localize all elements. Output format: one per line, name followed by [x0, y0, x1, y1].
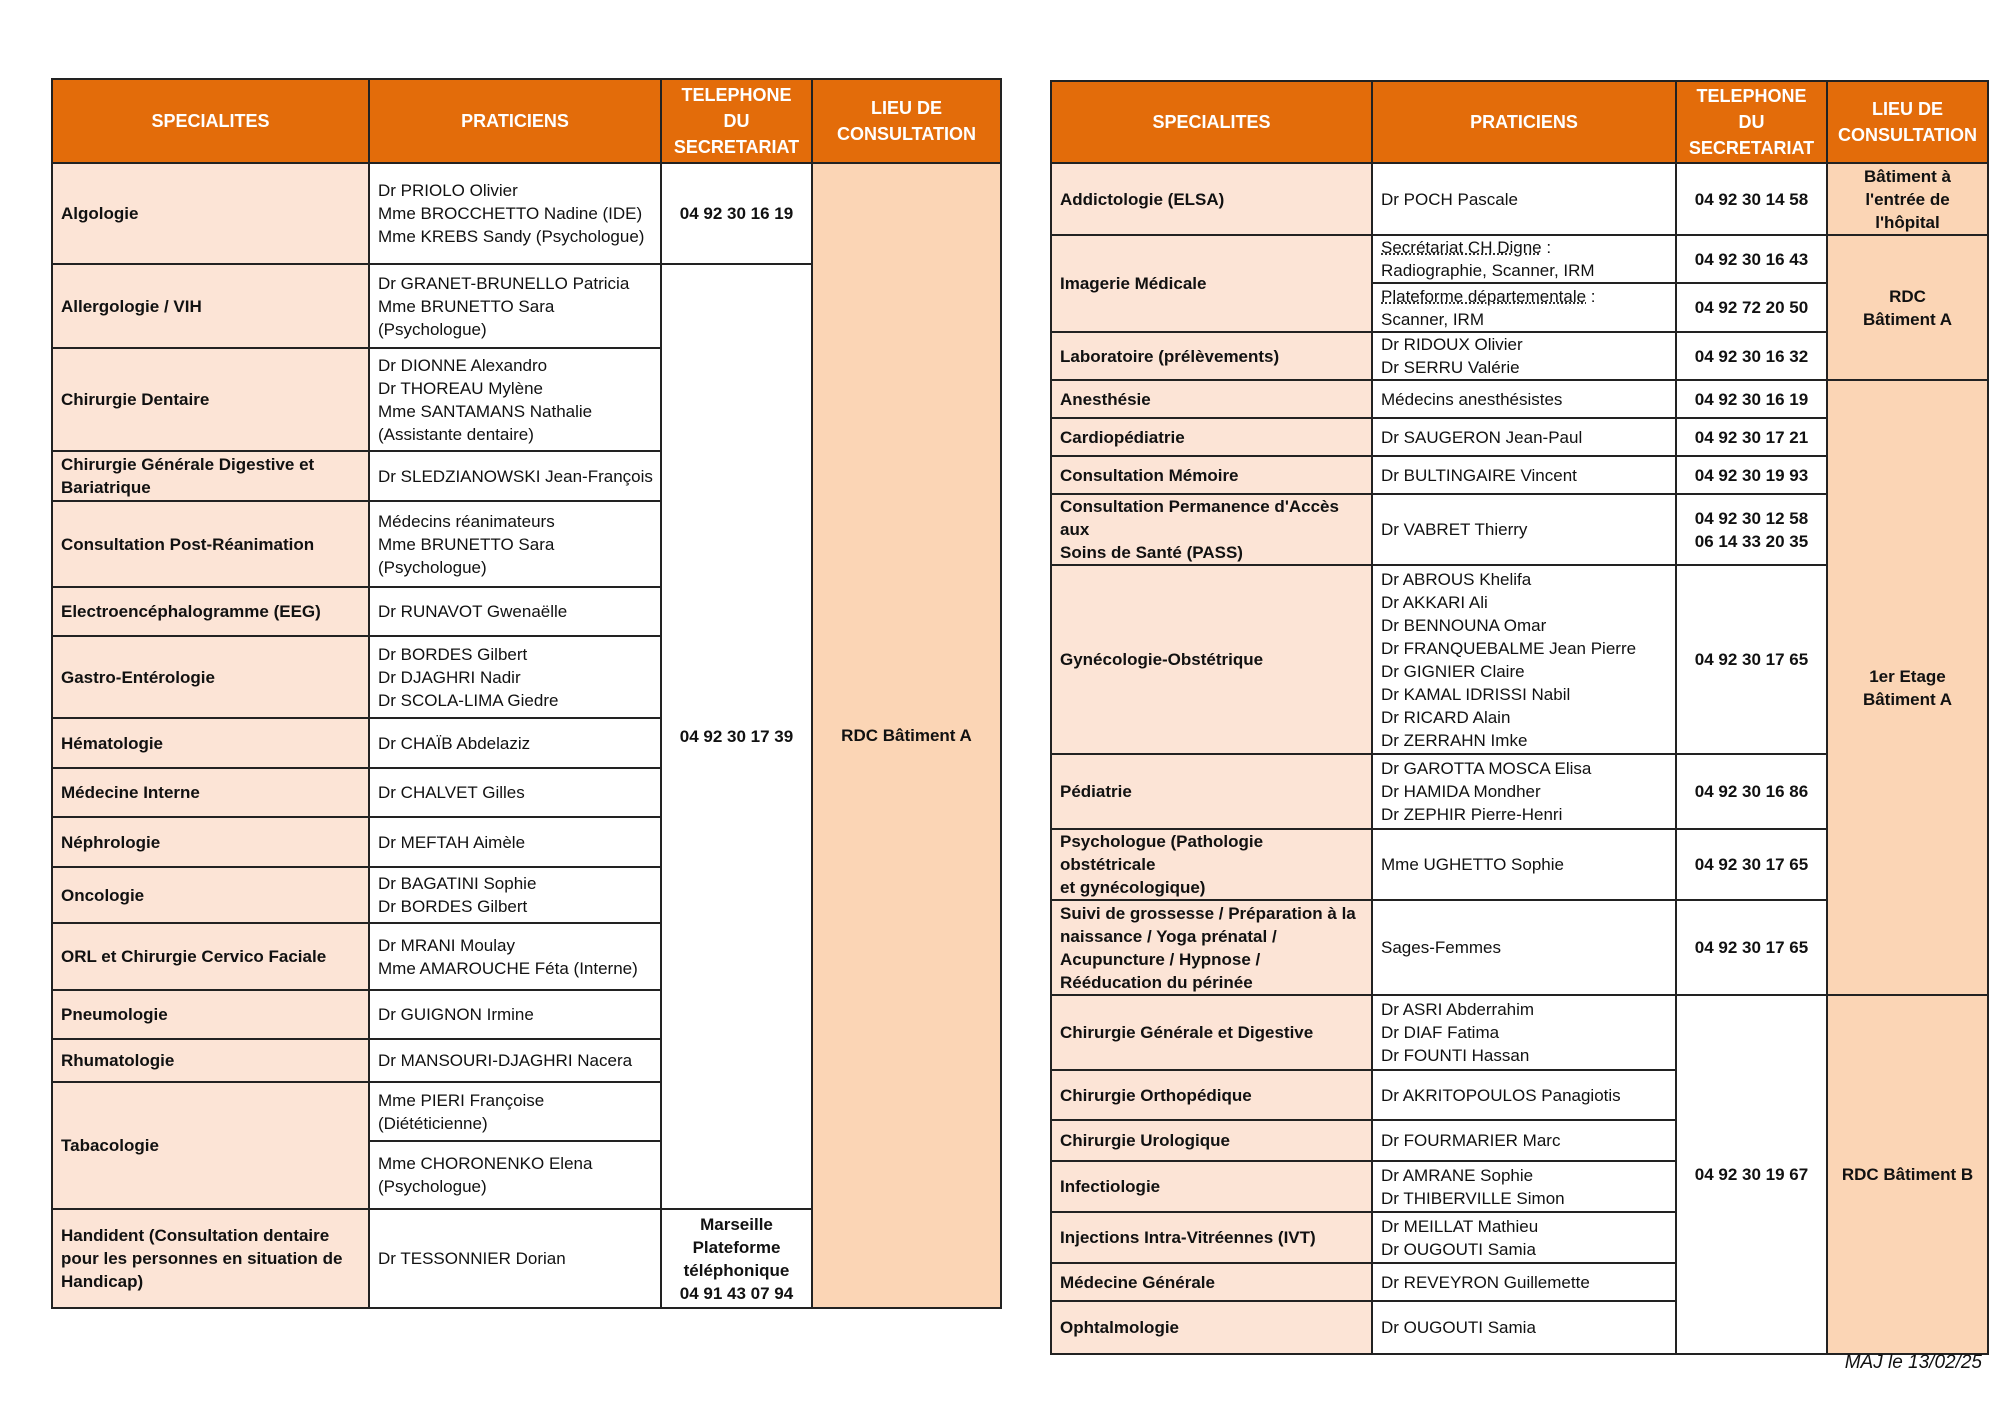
practitioner-name: Dr MANSOURI-DJAGHRI Nacera: [378, 1051, 633, 1070]
specialty-cell: [52, 1082, 369, 1209]
phone-cell: [661, 163, 812, 264]
specialty-name: Psychologue (Pathologie obstétricale: [1060, 832, 1264, 874]
phone-cell: [1676, 494, 1827, 565]
practitioners-cell: [1372, 283, 1676, 332]
practitioner-name: Dr BULTINGAIRE Vincent: [1381, 465, 1577, 485]
specialty-cell: [1051, 900, 1372, 995]
specialty-name: Addictologie (ELSA): [1060, 189, 1225, 209]
practitioners-cell: [369, 1082, 661, 1141]
secretariat-label-underlined: Secrétariat CH Digne: [1381, 238, 1542, 257]
specialty-cell: [1051, 829, 1372, 900]
specialty-cell: [52, 867, 369, 923]
phone-cell: [661, 264, 812, 1209]
specialty-name: Acupuncture / Hypnose /: [1060, 949, 1261, 969]
right-specialties-table: [1050, 80, 1989, 1355]
practitioner-name: Dr BORDES Gilbert: [378, 644, 528, 664]
location-name: Bâtiment A: [1862, 689, 1953, 709]
practitioners-cell: [1372, 235, 1676, 283]
location-cell: [812, 163, 1001, 1308]
practitioner-name: Dr GIGNIER Claire: [1381, 661, 1525, 681]
practitioners-cell: [369, 1141, 661, 1209]
phone-number: 04 92 30 12 58: [1694, 508, 1809, 528]
location-name: 1er Etage: [1869, 666, 1946, 686]
phone-number: 04 92 30 16 19: [1694, 389, 1809, 409]
phone-number: 04 92 30 19 67: [1694, 1165, 1809, 1184]
practitioner-name: Dr HAMIDA Mondher: [1381, 782, 1541, 801]
location-cell: [1827, 163, 1988, 235]
practitioners-cell: [369, 817, 661, 867]
specialty-name: Bariatrique: [61, 478, 151, 497]
practitioners-cell: [1372, 829, 1676, 900]
phone-cell: [1676, 900, 1827, 995]
practitioner-name: Dr POCH Pascale: [1381, 189, 1518, 209]
specialty-cell: [1051, 1263, 1372, 1301]
practitioner-name: Dr DIONNE Alexandro: [378, 355, 548, 375]
phone-cell: [1676, 456, 1827, 494]
specialty-name: ORL et Chirurgie Cervico Faciale: [61, 947, 327, 966]
specialty-cell: [1051, 565, 1372, 754]
specialty-name: Pneumologie: [61, 1005, 168, 1024]
practitioners-cell: [369, 163, 661, 264]
practitioner-name: Sages-Femmes: [1381, 938, 1501, 957]
specialty-name: Algologie: [61, 204, 139, 223]
specialty-name: Injections Intra-Vitréennes (IVT): [1060, 1228, 1316, 1247]
phone-number: 04 92 30 19 93: [1694, 465, 1809, 485]
specialty-cell: [1051, 1212, 1372, 1263]
specialty-name: Suivi de grossesse / Préparation à la: [1060, 903, 1356, 923]
specialty-name: Anesthésie: [1060, 389, 1151, 409]
practitioners-cell: [369, 867, 661, 923]
specialty-name: Hématologie: [61, 733, 164, 753]
practitioner-name: Dr PRIOLO Olivier: [378, 181, 518, 200]
practitioners-cell: [1372, 456, 1676, 494]
specialty-name: Infectiologie: [1060, 1177, 1161, 1196]
practitioner-name: Dr ASRI Abderrahim: [1381, 1000, 1535, 1019]
specialty-name: Ophtalmologie: [1060, 1318, 1179, 1337]
practitioner-name: Dr GAROTTA MOSCA Elisa: [1381, 759, 1592, 778]
specialty-name: Gastro-Entérologie: [61, 667, 215, 687]
specialty-name: Pédiatrie: [1060, 782, 1132, 801]
specialty-cell: [1051, 332, 1372, 380]
specialty-cell: [52, 1039, 369, 1082]
specialty-name: Gynécologie-Obstétrique: [1060, 650, 1264, 669]
specialty-cell: [52, 990, 369, 1039]
secretariat-label-colon: :: [1586, 286, 1596, 306]
practitioner-name: Dr AMRANE Sophie: [1381, 1165, 1534, 1185]
practitioners-cell: [369, 636, 661, 718]
phone-number: 04 92 30 17 65: [1694, 938, 1809, 957]
secretariat-label: [1381, 285, 1667, 308]
practitioners-cell: [369, 923, 661, 990]
phone-cell: [661, 1209, 812, 1308]
imaging-services: Scanner, IRM: [1381, 309, 1484, 329]
practitioners-cell: [1372, 995, 1676, 1070]
practitioner-name: Mme BRUNETTO Sara: [378, 534, 555, 554]
practitioner-name: Mme AMAROUCHE Féta (Interne): [378, 958, 638, 978]
phone-cell: [1676, 380, 1827, 418]
specialty-name: Chirurgie Générale et Digestive: [1060, 1023, 1314, 1042]
practitioner-name: Dr MEILLAT Mathieu: [1381, 1216, 1539, 1236]
specialty-cell: [1051, 754, 1372, 829]
specialty-name: Laboratoire (prélèvements): [1060, 346, 1280, 366]
specialty-name: Allergologie / VIH: [61, 296, 202, 316]
location-name: l'entrée de: [1865, 189, 1950, 209]
practitioners-cell: [369, 587, 661, 636]
practitioner-name: Dr REVEYRON Guillemette: [1381, 1272, 1590, 1292]
phone-cell: [1676, 754, 1827, 829]
location-name: RDC Bâtiment A: [841, 726, 972, 745]
practitioner-name: Dr BENNOUNA Omar: [1381, 615, 1547, 635]
header-lieu: LIEU DE CONSULTATION: [1827, 81, 1988, 163]
practitioner-name: Dr BAGATINI Sophie: [378, 874, 537, 893]
practitioners-cell: [1372, 1120, 1676, 1161]
secretariat-label-underlined: Plateforme départementale: [1381, 286, 1587, 306]
practitioner-name: Médecins anesthésistes: [1381, 389, 1563, 409]
phone-number: 04 92 30 16 32: [1694, 346, 1809, 366]
practitioner-name: Médecins réanimateurs: [378, 511, 555, 531]
specialty-name: Consultation Permanence d'Accès aux: [1060, 497, 1339, 539]
phone-number: 04 92 30 16 43: [1694, 249, 1809, 269]
practitioner-name: Dr AKKARI Ali: [1381, 592, 1488, 612]
practitioner-name: Dr DIAF Fatima: [1381, 1023, 1500, 1042]
practitioner-name: Dr OUGOUTI Samia: [1381, 1239, 1536, 1259]
practitioner-name: Mme KREBS Sandy (Psychologue): [378, 227, 645, 246]
practitioner-name: Dr RIDOUX Olivier: [1381, 335, 1523, 354]
practitioner-name: Dr FOUNTI Hassan: [1381, 1046, 1530, 1065]
phone-cell: [1676, 235, 1827, 283]
practitioners-cell: [1372, 1161, 1676, 1212]
specialty-name: Handident (Consultation dentaire: [61, 1226, 330, 1245]
practitioner-name: Dr DJAGHRI Nadir: [378, 667, 521, 687]
practitioner-name: Dr KAMAL IDRISSI Nabil: [1381, 684, 1571, 704]
phone-number: 04 92 30 17 39: [679, 727, 794, 746]
specialty-name: Chirurgie Dentaire: [61, 390, 210, 409]
specialty-cell: [1051, 995, 1372, 1070]
specialty-name: Rééducation du périnée: [1060, 972, 1253, 992]
phone-cell: [1676, 995, 1827, 1354]
practitioners-cell: [1372, 1263, 1676, 1301]
practitioners-cell: [1372, 900, 1676, 995]
practitioners-cell: [1372, 565, 1676, 754]
practitioner-name: Dr ABROUS Khelifa: [1381, 569, 1532, 589]
practitioner-name: Dr AKRITOPOULOS Panagiotis: [1381, 1085, 1621, 1105]
location-name: RDC: [1889, 286, 1926, 306]
practitioners-cell: [1372, 380, 1676, 418]
practitioners-cell: [1372, 418, 1676, 456]
header-praticiens: PRATICIENS: [1372, 81, 1676, 163]
practitioner-name: Dr MEFTAH Aimèle: [378, 832, 526, 852]
specialty-name: Cardiopédiatrie: [1060, 427, 1185, 447]
specialty-name: Chirurgie Générale Digestive et: [61, 455, 315, 474]
practitioner-name: Dr ZERRAHN Imke: [1381, 730, 1528, 750]
practitioner-name: Dr BORDES Gilbert: [378, 897, 528, 916]
location-name: RDC Bâtiment B: [1841, 1165, 1974, 1184]
practitioner-name: (Psychologue): [378, 1177, 487, 1196]
practitioner-name: Dr SAUGERON Jean-Paul: [1381, 427, 1583, 447]
specialty-cell: [52, 264, 369, 348]
practitioner-name: Dr CHALVET Gilles: [378, 783, 525, 802]
practitioner-name: (Psychologue): [378, 319, 487, 339]
practitioners-cell: [1372, 754, 1676, 829]
update-date: MAJ le 13/02/25: [1844, 1352, 1982, 1373]
specialty-cell: [1051, 235, 1372, 332]
specialty-cell: [52, 163, 369, 264]
secretariat-label: [1381, 236, 1667, 259]
phone-number: 04 92 30 17 65: [1694, 855, 1809, 874]
imaging-services: Radiographie, Scanner, IRM: [1381, 261, 1595, 280]
specialty-cell: [1051, 456, 1372, 494]
location-name: Bâtiment A: [1862, 309, 1953, 329]
practitioner-name: Dr SLEDZIANOWSKI Jean-François: [378, 466, 653, 486]
practitioners-cell: [1372, 1212, 1676, 1263]
practitioner-name: Mme BROCCHETTO Nadine (IDE): [378, 204, 643, 223]
practitioner-name: Dr ZEPHIR Pierre-Henri: [1381, 805, 1563, 824]
phone-number: 04 92 30 16 19: [679, 204, 794, 223]
practitioners-cell: [369, 451, 661, 501]
specialty-name: Médecine Interne: [61, 783, 200, 802]
header-lieu: LIEU DE CONSULTATION: [812, 79, 1001, 163]
phone-number: 04 92 30 16 86: [1694, 782, 1809, 801]
specialty-name: naissance / Yoga prénatal /: [1060, 926, 1277, 946]
location-cell: [1827, 995, 1988, 1354]
phone-cell: [1676, 829, 1827, 900]
specialty-cell: [1051, 1301, 1372, 1354]
practitioner-name: Mme PIERI Françoise: [378, 1090, 545, 1110]
practitioner-name: Dr TESSONNIER Dorian: [378, 1249, 566, 1268]
header-praticiens: PRATICIENS: [369, 79, 661, 163]
specialty-cell: [52, 501, 369, 587]
practitioner-name: Dr RUNAVOT Gwenaëlle: [378, 602, 568, 621]
phone-number: 04 92 72 20 50: [1694, 298, 1809, 317]
practitioner-name: (Psychologue): [378, 557, 487, 577]
phone-cell: [1676, 418, 1827, 456]
practitioner-name: Dr GUIGNON Irmine: [378, 1005, 534, 1024]
left-specialties-table: [51, 78, 1002, 1309]
specialty-name: Soins de Santé (PASS): [1060, 543, 1243, 562]
header-telephone: TELEPHONE DU SECRETARIAT: [661, 79, 812, 163]
specialty-cell: [52, 451, 369, 501]
practitioners-cell: [369, 718, 661, 768]
specialty-cell: [1051, 380, 1372, 418]
practitioner-name: Dr SCOLA-LIMA Giedre: [378, 690, 559, 710]
specialty-cell: [52, 718, 369, 768]
practitioner-name: Dr FOURMARIER Marc: [1381, 1131, 1561, 1150]
specialty-name: Rhumatologie: [61, 1051, 175, 1070]
specialty-name: Chirurgie Urologique: [1060, 1131, 1230, 1150]
specialty-cell: [1051, 494, 1372, 565]
specialty-cell: [1051, 1120, 1372, 1161]
specialty-cell: [52, 817, 369, 867]
specialty-name: Imagerie Médicale: [1060, 274, 1207, 293]
practitioner-name: (Diététicienne): [378, 1113, 488, 1133]
practitioner-name: Dr VABRET Thierry: [1381, 520, 1528, 539]
table-row: [1051, 235, 1988, 283]
practitioner-name: Dr RICARD Alain: [1381, 707, 1511, 727]
phone-cell: [1676, 283, 1827, 332]
practitioners-cell: [1372, 163, 1676, 235]
specialty-cell: [52, 923, 369, 990]
specialty-cell: [52, 1209, 369, 1308]
practitioner-name: Mme UGHETTO Sophie: [1381, 855, 1564, 874]
phone-number: téléphonique: [683, 1260, 790, 1280]
specialty-cell: [52, 348, 369, 451]
phone-cell: [1676, 163, 1827, 235]
specialty-cell: [1051, 418, 1372, 456]
table-row: [1051, 995, 1988, 1070]
specialty-name: et gynécologique): [1060, 878, 1206, 897]
practitioner-name: Dr GRANET-BRUNELLO Patricia: [378, 273, 630, 293]
practitioner-name: Dr FRANQUEBALME Jean Pierre: [1381, 638, 1637, 658]
location-name: Bâtiment à: [1864, 166, 1951, 186]
practitioners-cell: [369, 1039, 661, 1082]
practitioner-name: Dr SERRU Valérie: [1381, 358, 1520, 377]
practitioner-name: (Assistante dentaire): [378, 424, 534, 444]
location-name: l'hôpital: [1875, 212, 1940, 232]
practitioners-cell: [369, 1209, 661, 1308]
location-cell: [1827, 235, 1988, 380]
practitioner-name: Dr OUGOUTI Samia: [1381, 1318, 1536, 1337]
practitioner-name: Mme BRUNETTO Sara: [378, 296, 555, 316]
practitioners-cell: [1372, 1301, 1676, 1354]
specialty-cell: [52, 768, 369, 817]
specialty-cell: [1051, 163, 1372, 235]
practitioners-cell: [369, 768, 661, 817]
practitioner-name: Dr CHAÏB Abdelaziz: [378, 733, 531, 753]
specialty-cell: [52, 587, 369, 636]
phone-number: Marseille: [700, 1214, 773, 1234]
specialty-name: Oncologie: [61, 885, 145, 905]
specialty-name: Consultation Mémoire: [1060, 465, 1239, 485]
phone-number: 04 92 30 14 58: [1694, 189, 1809, 209]
phone-number: Plateforme: [692, 1237, 781, 1257]
specialty-name: Handicap): [61, 1272, 144, 1291]
phone-number: 06 14 33 20 35: [1694, 531, 1809, 551]
practitioner-name: Dr THIBERVILLE Simon: [1381, 1188, 1565, 1208]
phone-number: 04 92 30 17 21: [1694, 427, 1809, 447]
practitioner-name: Dr MRANI Moulay: [378, 935, 515, 955]
specialty-name: pour les personnes en situation de: [61, 1249, 343, 1268]
phone-number: 04 91 43 07 94: [679, 1283, 794, 1303]
specialty-name: Néphrologie: [61, 832, 161, 852]
practitioners-cell: [1372, 1070, 1676, 1120]
header-telephone: TELEPHONE DU SECRETARIAT: [1676, 81, 1827, 163]
practitioners-cell: [369, 264, 661, 348]
phone-cell: [1676, 565, 1827, 754]
specialty-name: Tabacologie: [61, 1136, 159, 1155]
phone-cell: [1676, 332, 1827, 380]
practitioner-name: Mme CHORONENKO Elena: [378, 1154, 593, 1173]
header-specialites: SPECIALITES: [52, 79, 369, 163]
practitioner-name: Dr THOREAU Mylène: [378, 378, 543, 398]
practitioner-name: Mme SANTAMANS Nathalie: [378, 401, 593, 421]
specialty-cell: [52, 636, 369, 718]
practitioners-cell: [369, 348, 661, 451]
table-row: [1051, 163, 1988, 235]
practitioners-cell: [1372, 494, 1676, 565]
table-row: [52, 163, 1001, 264]
practitioners-cell: [369, 990, 661, 1039]
practitioners-cell: [369, 501, 661, 587]
specialty-name: Médecine Générale: [1060, 1272, 1215, 1292]
location-cell: [1827, 380, 1988, 995]
specialty-cell: [1051, 1070, 1372, 1120]
phone-number: 04 92 30 17 65: [1694, 650, 1809, 669]
header-specialites: SPECIALITES: [1051, 81, 1372, 163]
specialty-name: Electroencéphalogramme (EEG): [61, 602, 321, 621]
specialty-cell: [1051, 1161, 1372, 1212]
specialty-name: Chirurgie Orthopédique: [1060, 1085, 1252, 1105]
secretariat-label-colon: :: [1541, 238, 1552, 257]
table-row: [1051, 380, 1988, 418]
specialty-name: Consultation Post-Réanimation: [61, 534, 315, 554]
practitioners-cell: [1372, 332, 1676, 380]
